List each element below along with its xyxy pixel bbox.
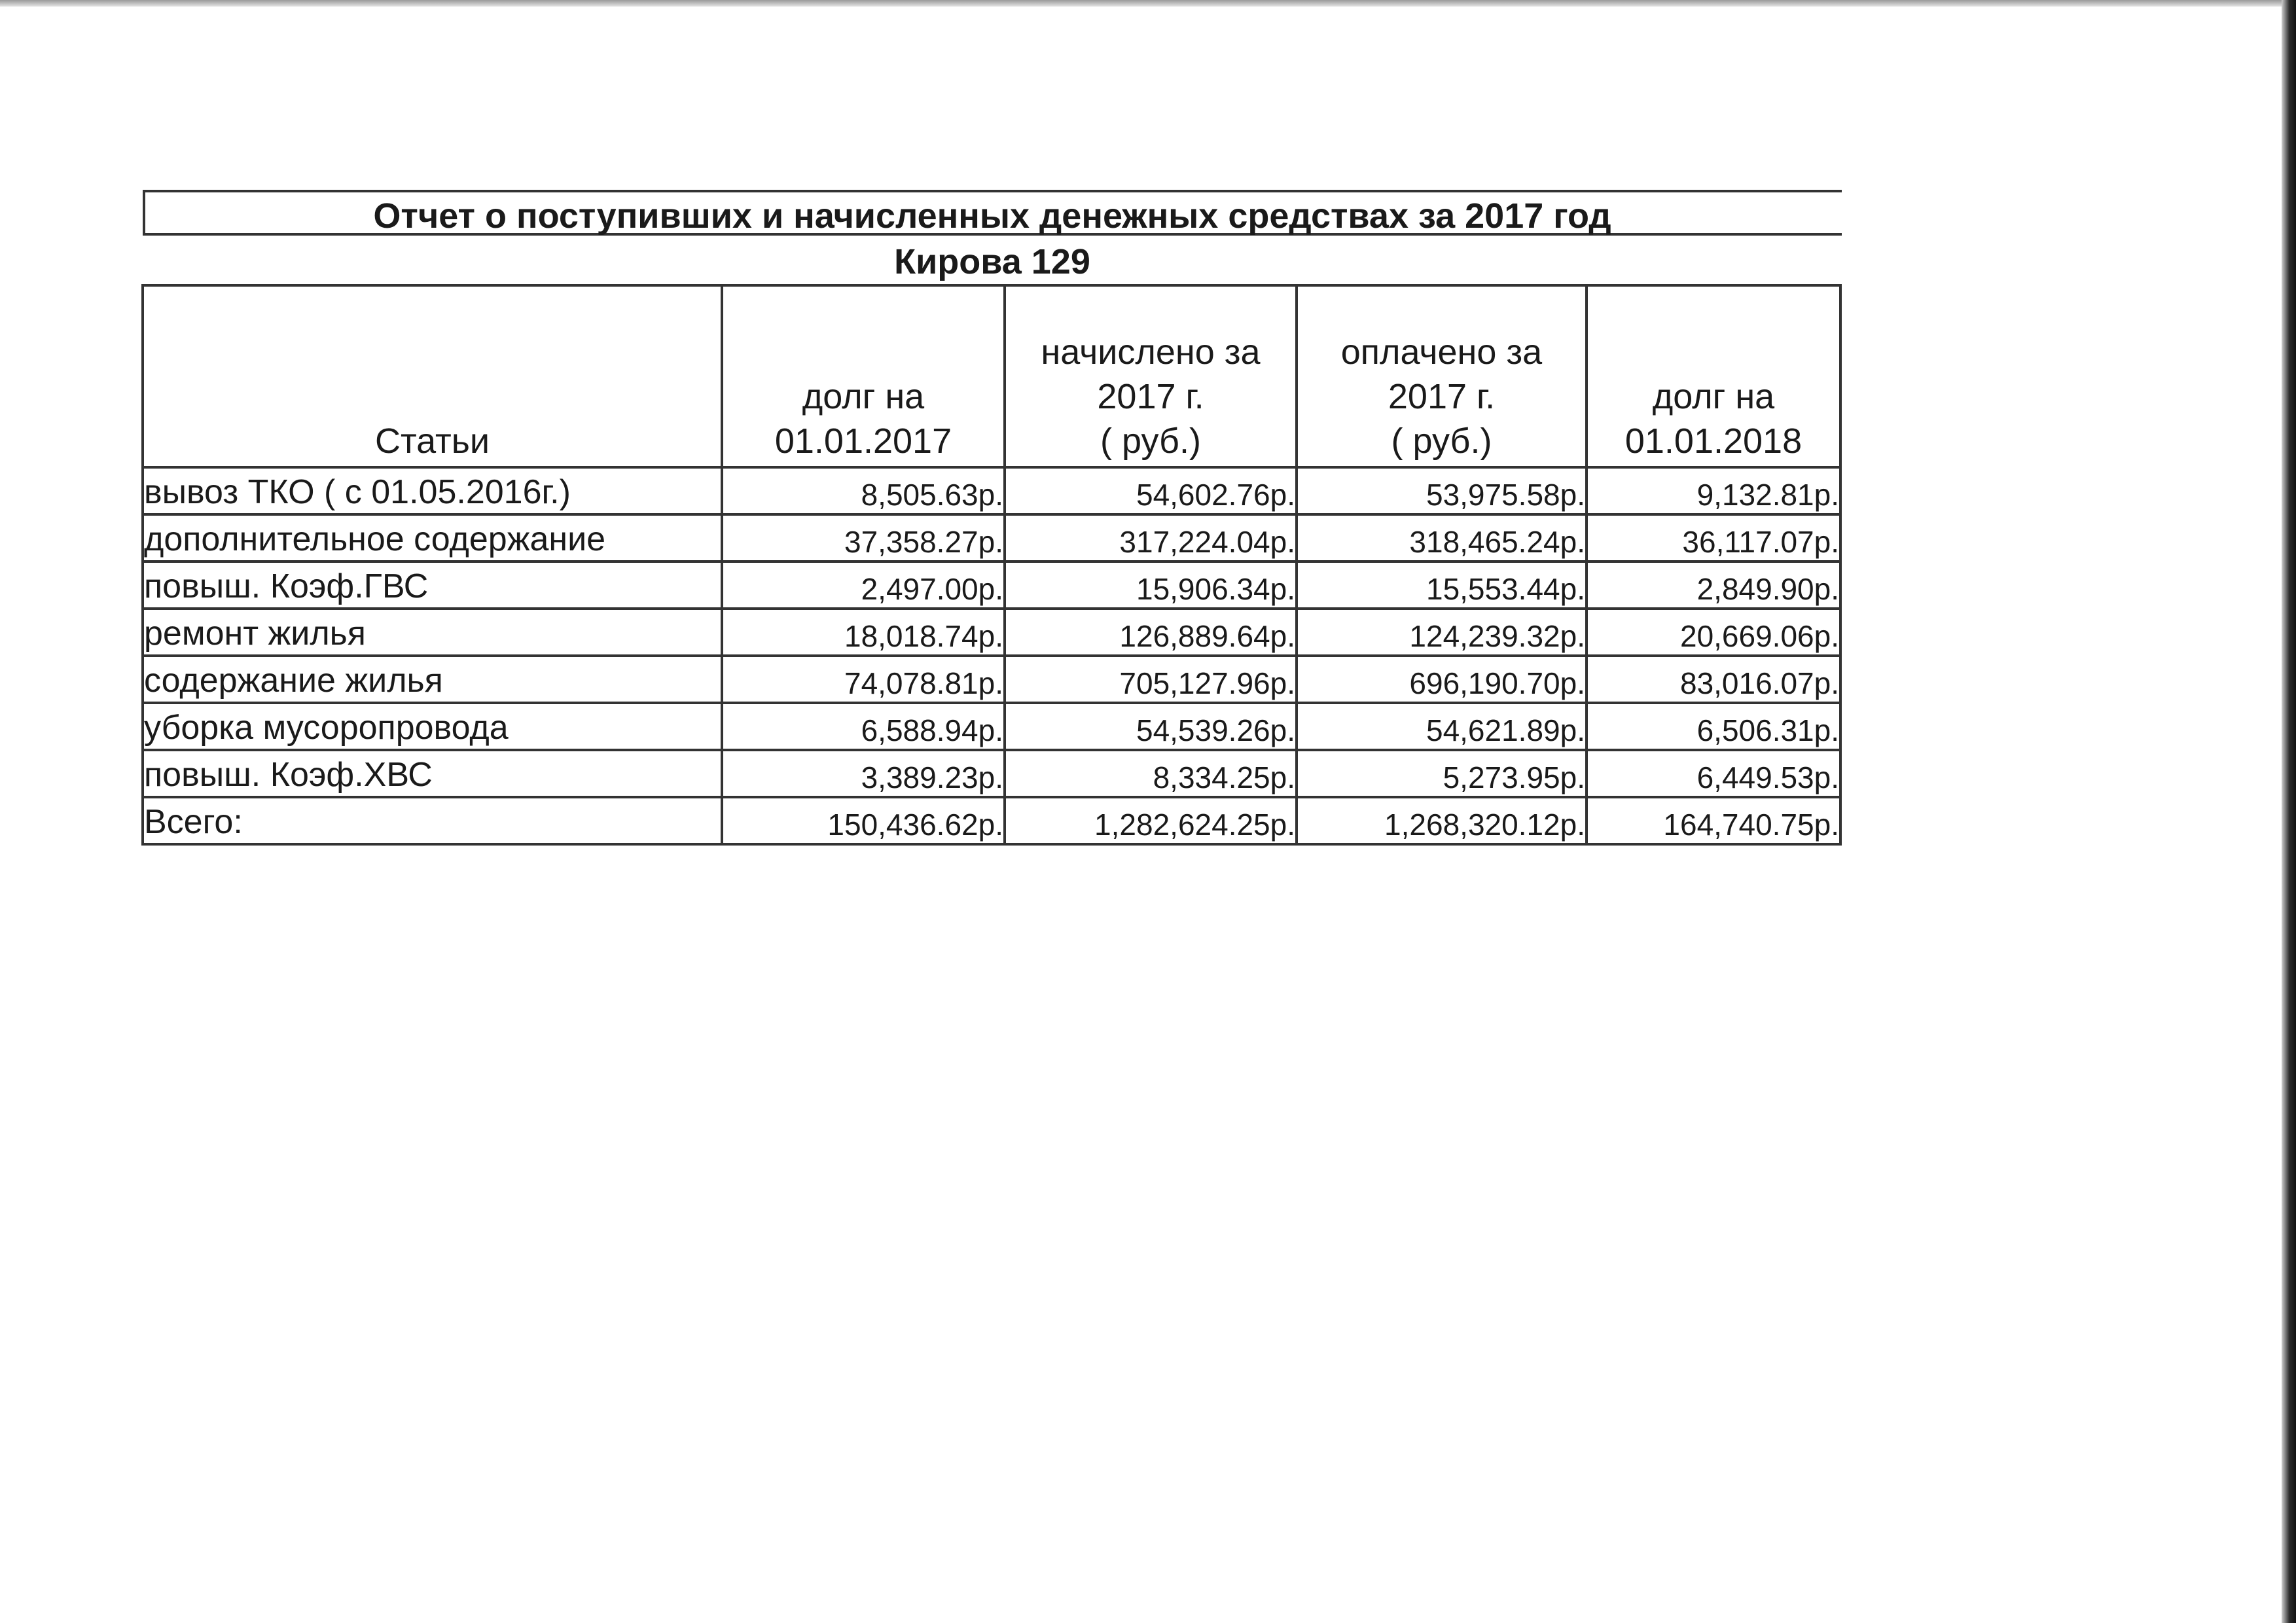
total-label: Всего: [143, 797, 722, 844]
row-debt-end: 36,117.07р. [1587, 514, 1840, 562]
table-row [143, 656, 1840, 703]
table-row [143, 467, 1840, 514]
row-charged: 705,127.96р. [1005, 656, 1297, 703]
row-debt-end: 20,669.06р. [1587, 609, 1840, 656]
row-item: ремонт жилья [143, 609, 722, 656]
header-charged [1005, 285, 1297, 467]
row-paid: 15,553.44р. [1297, 562, 1587, 609]
header-row [143, 285, 1840, 467]
row-paid: 54,621.89р. [1297, 703, 1587, 750]
scan-edge-right [2282, 0, 2296, 1623]
header-debt-start [722, 285, 1005, 467]
total-row [143, 797, 1840, 844]
header-paid [1297, 285, 1587, 467]
row-charged: 317,224.04р. [1005, 514, 1297, 562]
header-paid-line1: оплачено за [1340, 332, 1543, 372]
table-row [143, 750, 1840, 797]
row-paid: 696,190.70р. [1297, 656, 1587, 703]
row-debt-start: 74,078.81р. [722, 656, 1005, 703]
header-debt-start-line1: долг на [802, 377, 925, 416]
row-debt-end: 9,132.81р. [1587, 467, 1840, 514]
row-debt-start: 18,018.74р. [722, 609, 1005, 656]
table-row [143, 703, 1840, 750]
header-paid-line3: ( руб.) [1391, 421, 1492, 461]
header-debt-start-line2: 01.01.2017 [774, 421, 952, 461]
header-charged-line1: начислено за [1041, 332, 1261, 372]
row-debt-end: 83,016.07р. [1587, 656, 1840, 703]
table-row [143, 514, 1840, 562]
row-charged: 126,889.64р. [1005, 609, 1297, 656]
header-charged-line2: 2017 г. [1097, 377, 1204, 416]
header-paid-line2: 2017 г. [1388, 377, 1496, 416]
scan-edge-top [0, 0, 2296, 7]
total-debt-end: 164,740.75р. [1587, 797, 1840, 844]
row-item: повыш. Коэф.ГВС [143, 562, 722, 609]
header-debt-end [1587, 285, 1840, 467]
header-items [143, 285, 722, 467]
header-charged-line3: ( руб.) [1100, 421, 1201, 461]
table-row [143, 562, 1840, 609]
row-charged: 54,539.26р. [1005, 703, 1297, 750]
row-item: содержание жилья [143, 656, 722, 703]
row-charged: 15,906.34р. [1005, 562, 1297, 609]
row-item: повыш. Коэф.ХВС [143, 750, 722, 797]
row-debt-start: 8,505.63р. [722, 467, 1005, 514]
row-paid: 5,273.95р. [1297, 750, 1587, 797]
header-debt-end-line2: 01.01.2018 [1624, 421, 1803, 461]
report-table [141, 284, 1842, 846]
row-paid: 318,465.24р. [1297, 514, 1587, 562]
total-charged: 1,282,624.25р. [1005, 797, 1297, 844]
total-paid: 1,268,320.12р. [1297, 797, 1587, 844]
total-debt-start: 150,436.62р. [722, 797, 1005, 844]
row-debt-start: 2,497.00р. [722, 562, 1005, 609]
table-row [143, 609, 1840, 656]
report-subtitle: Кирова 129 [894, 242, 1090, 281]
row-debt-start: 6,588.94р. [722, 703, 1005, 750]
row-item: дополнительное содержание [143, 514, 722, 562]
row-paid: 124,239.32р. [1297, 609, 1587, 656]
header-debt-end-line1: долг на [1652, 377, 1775, 416]
row-debt-start: 37,358.27р. [722, 514, 1005, 562]
row-debt-start: 3,389.23р. [722, 750, 1005, 797]
row-charged: 54,602.76р. [1005, 467, 1297, 514]
row-item: вывоз ТКО ( с 01.05.2016г.) [143, 467, 722, 514]
row-debt-end: 2,849.90р. [1587, 562, 1840, 609]
row-charged: 8,334.25р. [1005, 750, 1297, 797]
row-debt-end: 6,449.53р. [1587, 750, 1840, 797]
header-items-label: Статьи [375, 421, 490, 461]
row-paid: 53,975.58р. [1297, 467, 1587, 514]
row-debt-end: 6,506.31р. [1587, 703, 1840, 750]
row-item: уборка мусоропровода [143, 703, 722, 750]
report-title: Отчет о поступивших и начисленных денежных средствах за 2017 год [373, 196, 1611, 236]
